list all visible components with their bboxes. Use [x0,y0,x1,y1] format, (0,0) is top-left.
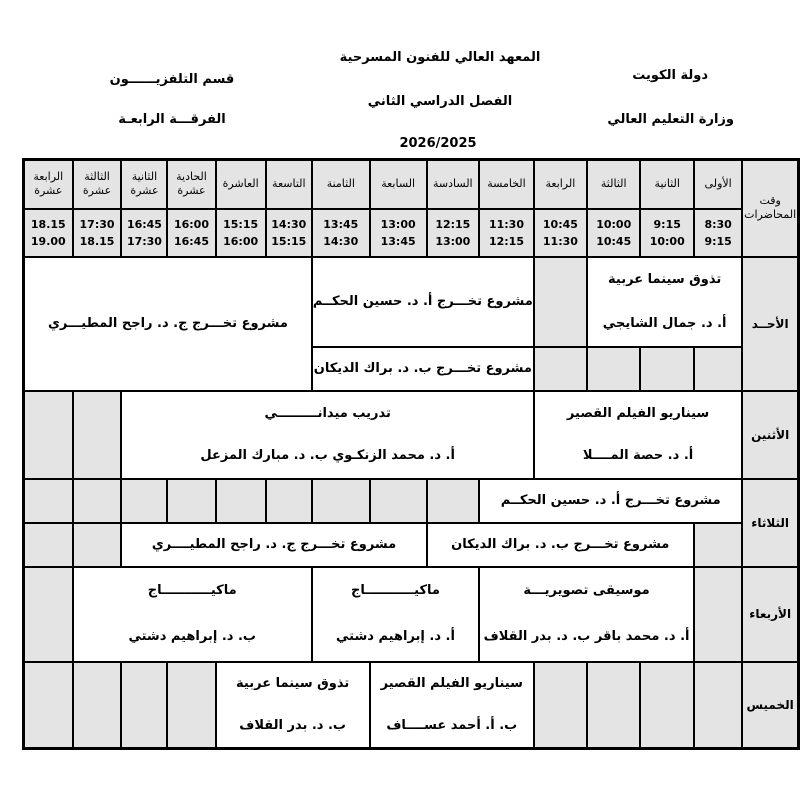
period-name-4: الرابعة [534,160,587,209]
thursday-cinema-cell [216,662,370,749]
period-time-14: 18.15 19.00 [24,209,73,257]
course-title: ماكيـــــــــــاج [351,583,440,598]
wednesday-music-cell [479,567,694,662]
wednesday-makeup-a-cell [312,567,479,662]
period-name-10: العاشرة [216,160,266,209]
period-name-14: الرابعة عشرة [24,160,73,209]
course-teacher: أ. د. جمال الشايجي [602,315,727,331]
course-title: تذوق سينما عربية [236,675,350,691]
empty-cell [312,479,370,523]
course-title: سيناريو الفيلم القصير [566,405,710,421]
period-time-12: 16:45 17:30 [121,209,167,257]
period-time-3: 10:00 10:45 [587,209,641,257]
course-teacher: أ. د. حصة المــــلا [582,447,694,463]
day-wednesday: الأربعاء [742,567,798,662]
empty-cell [24,662,73,749]
semester-label: الفصل الدراسي الثاني [367,94,513,109]
period-time-8: 13:45 14:30 [312,209,370,257]
thursday-scenario-cell [370,662,534,749]
course-teacher: ب. أ. أحمد عســــاف [386,717,518,733]
ministry-name: وزارة التعليم العالي [607,112,734,127]
period-time-9: 14:30 15:15 [266,209,312,257]
period-name-11: الحادية عشرة [167,160,215,209]
course-teacher: ب. د. بدر القلاف [239,717,346,733]
time-header-line-2: المحاضرات [744,208,797,222]
day-tuesday: الثلاثاء [742,479,798,567]
wednesday-makeup-b-cell [73,567,312,662]
empty-cell [73,662,122,749]
empty-cell [73,523,122,567]
tuesday-project-a-cell: مشروع تخـــرج أ. د. حسين الحكــم [479,479,742,523]
period-time-13: 17:30 18.15 [73,209,122,257]
period-time-5: 11:30 12:15 [479,209,534,257]
schedule-table [22,158,800,750]
period-name-2: الثانية [640,160,693,209]
course-teacher: ب. د. إبراهيم دشتي [128,629,256,644]
course-teacher: أ. د. محمد باقر ب. د. بدر القلاف [483,629,690,644]
empty-cell [24,523,73,567]
state-name: دولة الكويت [632,68,708,83]
sunday-project-b-cell: مشروع تخـــرج ب. د. براك الديكان [312,347,534,391]
period-time-4: 10:45 11:30 [534,209,587,257]
sunday-cinema-cell [587,257,742,347]
course-title: تذوق سينما عربية [608,271,722,287]
period-name-8: الثامنة [312,160,370,209]
empty-cell [694,523,742,567]
empty-cell [73,391,122,479]
empty-cell [121,662,167,749]
period-name-13: الثالثة عشرة [73,160,122,209]
empty-cell [427,479,480,523]
day-thursday: الخميس [742,662,798,749]
period-time-11: 16:00 16:45 [167,209,215,257]
empty-cell [121,479,167,523]
empty-cell [694,347,742,391]
empty-cell [73,479,122,523]
course-title: تدريب ميدانـــــــــي [264,405,391,421]
empty-cell [694,567,742,662]
period-name-12: الثانية عشرة [121,160,167,209]
group-name: الفرقـــة الرابعـة [118,112,226,127]
tuesday-project-c-cell: مشروع تخـــرج ج. د. راجح المطيــــري [121,523,426,567]
period-time-2: 9:15 10:00 [640,209,693,257]
empty-cell [370,479,427,523]
course-title: موسيقى تصويريـــة [523,583,650,598]
course-teacher: أ. د. إبراهيم دشتي [336,629,455,644]
course-title: ماكيـــــــــــاج [147,583,237,598]
empty-cell [640,662,693,749]
academic-year: 2026/2025 [399,136,477,151]
department-name: قسم التلفزيــــــون [109,72,235,87]
empty-cell [266,479,312,523]
monday-scenario-cell [534,391,742,479]
period-time-7: 13:00 13:45 [370,209,427,257]
empty-cell [24,479,73,523]
period-name-6: السادسة [427,160,480,209]
institute-name: المعهد العالي للفنون المسرحية [339,50,541,65]
period-time-6: 12:15 13:00 [427,209,480,257]
empty-cell [534,347,587,391]
tuesday-project-b-cell: مشروع تخـــرج ب. د. براك الديكان [427,523,694,567]
empty-cell [534,257,587,347]
period-time-10: 15:15 16:00 [216,209,266,257]
empty-cell [24,567,73,662]
empty-cell [167,662,215,749]
period-name-3: الثالثة [587,160,641,209]
time-header-line-1: وقت [759,194,781,208]
day-sunday: الأحــد [742,257,798,391]
empty-cell [24,391,73,479]
monday-training-cell [121,391,533,479]
period-name-1: الأولى [694,160,742,209]
period-name-7: السابعة [370,160,427,209]
time-header-cell [742,160,798,257]
period-name-9: التاسعة [266,160,312,209]
empty-cell [167,479,215,523]
empty-cell [694,662,742,749]
day-monday: الأثنين [742,391,798,479]
period-time-1: 8:30 9:15 [694,209,742,257]
empty-cell [640,347,693,391]
empty-cell [534,662,587,749]
course-teacher: أ. د. محمد الزنكـوي ب. د. مبارك المزعل [200,447,455,463]
empty-cell [587,347,641,391]
sunday-project-a-cell: مشروع تخـــرج أ. د. حسين الحكــم [312,257,534,347]
sunday-project-c-cell: مشروع تخـــرج ج. د. راجح المطيـــري [24,257,312,391]
empty-cell [216,479,266,523]
period-name-5: الخامسة [479,160,534,209]
empty-cell [587,662,641,749]
course-title: سيناريو الفيلم القصير [380,675,523,691]
